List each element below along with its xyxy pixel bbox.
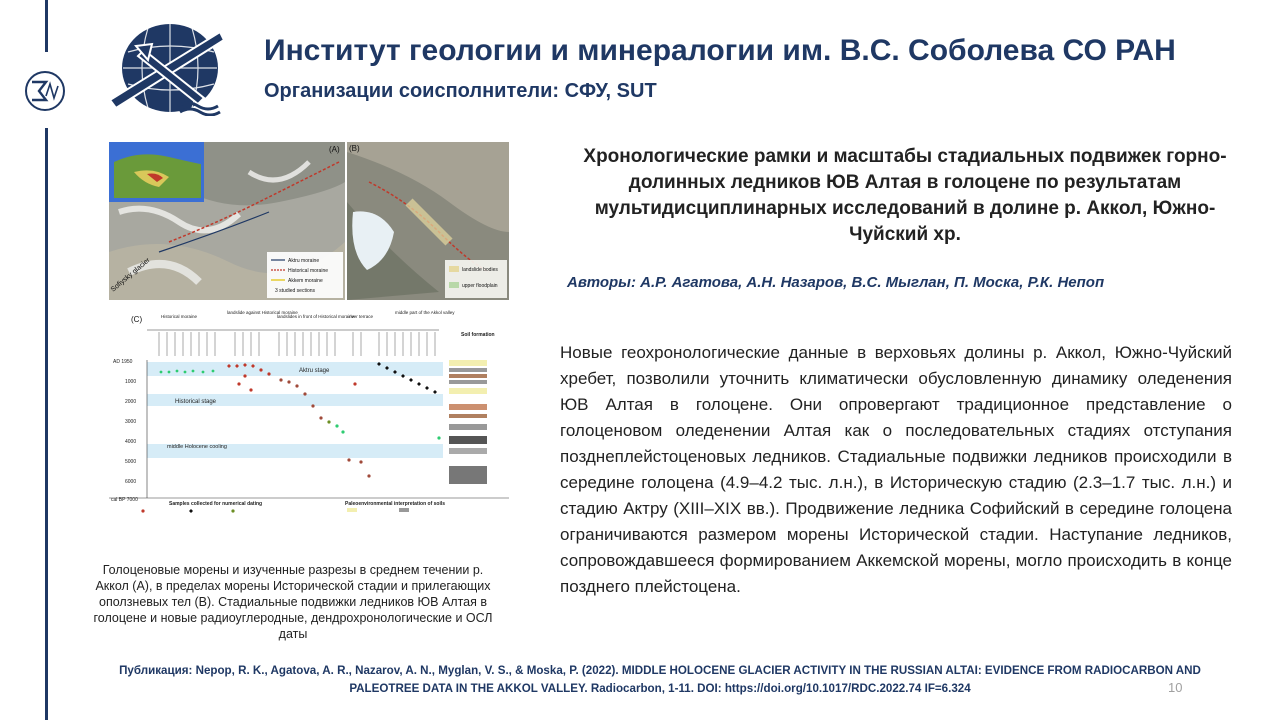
stage-aktru: Aktru stage [299,368,330,374]
y-tick-5000: 5000 [125,459,137,465]
legend-right-title: Paleoenvironmental interpretation of soils [345,501,446,507]
y-tick-6000: 6000 [125,479,137,485]
authors-line: Авторы: А.Р. Агатова, А.Н. Назаров, В.С. Мыглан, П. Моска, Р.К. Непоп [567,274,1105,291]
panel-c-label: (C) [131,315,143,324]
page-number: 10 [1168,680,1183,695]
research-figure [109,142,509,514]
panel-a-label: (A) [329,145,340,154]
publication-reference [60,662,1260,698]
stage-middle-holocene: middle Holocene cooling [167,444,227,450]
slide-heading: Хронологические рамки и масштабы стадиальных подвижек горно-долинных ледников ЮВ Алтая в голоцене по результатам мультидисциплинарных исследований в долине р. Аккол, Южно-Чуйский хр. [583,146,1227,245]
legend-historical: Historical moraine [288,268,329,274]
legend-sections: 3 studied sections [275,288,316,294]
glacier-label: Sofiysky glacier [109,256,152,294]
body-paragraph: Новые геохронологические данные в верховьях долины р. Аккол, Южно-Чуйский хребет, позволили уточнить климатически обусловленную динамику оледенения ЮВ Алтая в голоцене. Они опровергают традиционное представление о голоценовом оледенении Алтая как о последовательных стадиях отступания позднеплейстоценовых ледников. Стадиальные подвижки ледников происходили в середине голоцена (4.9–4.2 тыс. л.н.), в Историческую стадию (2.3–1.7 тыс. л.н.) и стадию Актру (XIII–XIX вв.). Продвижение ледника Софийский в середине голоцена ограничиваются размером морены Исторической стадии. Наступание ледников, сопровождавшееся формированием Аккемской морены, могло происходить в конце позднего плейстоцена. [560,343,1232,596]
figure-caption: Голоценовые морены и изученные разрезы в среднем течении р. Аккол (А), в пределах морены Исторической стадии и прилегающих оползневых тел (В). Стадиальные подвижки ледников ЮВ Алтая в голоцене и новые радиоуглеродные, дендрохронологические и ОСЛ даты [93,563,493,641]
soil-formation-label: Soil formation [461,332,495,338]
section-group-2: landslide against Historical moraine [227,310,298,315]
institute-title: Институт геологии и минералогии им. В.С. Соболева СО РАН [264,34,1176,67]
institute-logo-icon [108,22,226,116]
map-panel-a [109,142,345,300]
section-group-1: Historical moraine [161,314,198,319]
y-tick-3000: 3000 [125,419,137,425]
y-top-label: AD 1950 [113,359,133,365]
chronology-chart-panel-c [109,308,509,514]
legend-aktru: Aktru moraine [288,258,320,264]
y-bottom-label: cal BP 7000 [111,497,138,503]
y-tick-2000: 2000 [125,399,137,405]
section-group-4: river terrace [349,314,374,319]
y-tick-1000: 1000 [125,379,137,385]
panel-b-label: (B) [349,144,360,153]
y-tick-4000: 4000 [125,439,137,445]
publication-line-2: PALEOTREE DATA IN THE AKKOL VALLEY. Radiocarbon, 1-11. DOI: https://doi.org/10.1017/RDC.2022.74 IF=6.324 [349,682,971,695]
legend-left-title: Samples collected for numerical dating [169,501,263,507]
left-accent-line-top [45,0,48,52]
legend-landslide: landslide bodies [462,267,498,273]
legend-floodplain: upper floodplain [462,283,498,289]
left-accent-line-bottom [45,128,48,720]
stage-historical: Historical stage [175,399,217,405]
co-organizations-subtitle: Организации соисполнители: СФУ, SUT [264,80,657,102]
sigma-emblem-icon [22,70,68,112]
publication-line-1: Публикация: Nepop, R. K., Agatova, A. R., Nazarov, A. N., Myglan, V. S., & Moska, P. (2022). MIDDLE HOLOCENE GLACIER ACTIVITY IN THE RUSSIAN ALTAI: EVIDENCE FROM RADIOCARBON AND [119,664,1201,677]
legend-akkem: Akkem moraine [288,278,323,284]
section-group-3: landslides in front of Historical moraine [277,314,355,319]
map-panel-b [347,142,509,300]
section-group-5: middle part of the Akkol valley [395,310,455,315]
